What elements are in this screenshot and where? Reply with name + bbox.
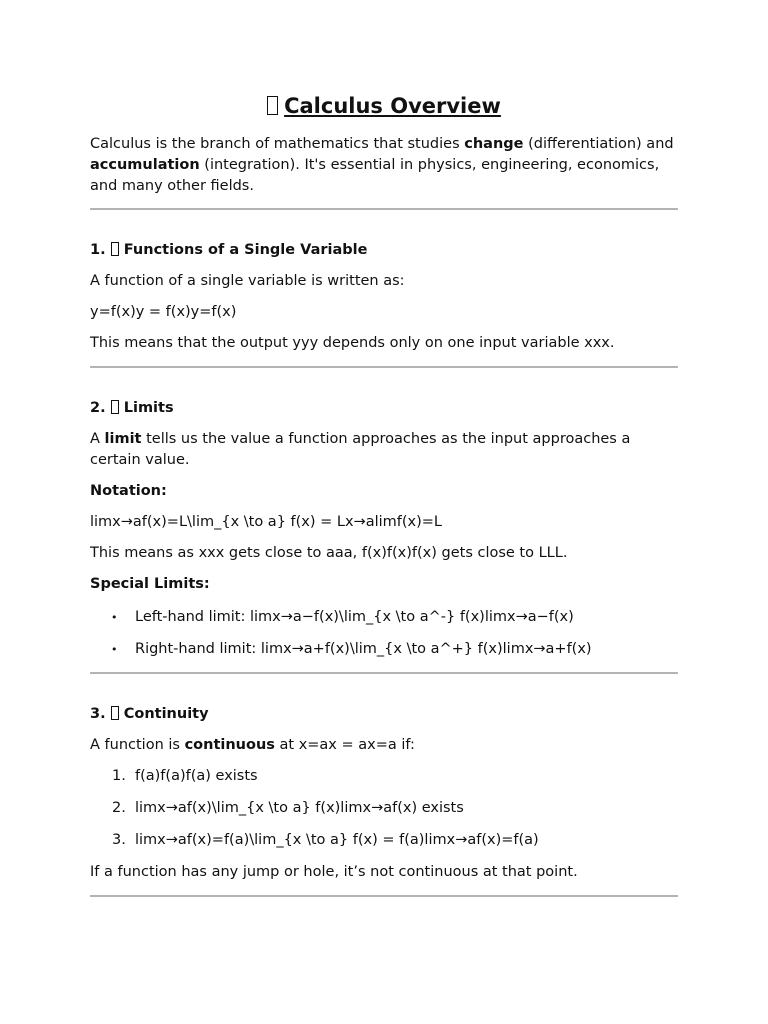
section-3-text-1 (90, 735, 678, 756)
intro-text-2: (differentiation) and (523, 136, 674, 152)
list-item-text: Left-hand limit: limx→a−f(x)\lim_{x \to a^-} f(x)limx→a−f(x) (135, 609, 574, 625)
section-1-formula: y=f(x)y = f(x)y=f(x) (90, 304, 237, 320)
intro-paragraph (90, 134, 678, 197)
continuity-conditions-list (90, 766, 678, 851)
limit-text-a: A (90, 431, 105, 447)
list-item (90, 830, 678, 851)
bullet-icon: • (111, 643, 118, 656)
divider-4 (90, 895, 678, 897)
missing-glyph-icon (111, 706, 119, 720)
list-item-text: Right-hand limit: limx→a+f(x)\lim_{x \to a^+} f(x)limx→a+f(x) (135, 641, 592, 657)
special-limits-list (90, 607, 678, 660)
page-title (90, 92, 678, 120)
section-2-text-2: This means as xxx gets close to aaa, f(x)f(x)f(x) gets close to LLL. (90, 545, 568, 561)
section-2-text-1 (90, 429, 678, 471)
continuity-text-c: at x=ax = ax=a if: (274, 737, 415, 753)
list-item (90, 798, 678, 819)
page-title-text: Calculus Overview (284, 94, 501, 118)
divider-3 (90, 672, 678, 674)
notation-label: Notation: (90, 483, 167, 499)
list-item (90, 607, 678, 628)
list-item-text: f(a)f(a)f(a) exists (135, 768, 258, 784)
intro-text-3: (integration). It's essential in physics, engineering, economics, and many other fields. (90, 157, 660, 194)
list-item (90, 766, 678, 787)
special-limits-label: Special Limits: (90, 576, 210, 592)
section-3-heading (90, 704, 678, 725)
list-item-text: limx→af(x)=f(a)\lim_{x \to a} f(x) = f(a)limx→af(x)=f(a) (135, 832, 539, 848)
section-3-text-2: If a function has any jump or hole, it’s not continuous at that point. (90, 864, 578, 880)
section-1-text-1: A function of a single variable is written as: (90, 273, 405, 289)
continuity-text-a: A function is (90, 737, 185, 753)
limit-bold: limit (104, 431, 142, 447)
section-2-heading (90, 398, 678, 419)
list-item-text: limx→af(x)\lim_{x \to a} f(x)limx→af(x) exists (135, 800, 464, 816)
limit-text-c: tells us the value a function approaches as the input approaches a certain value. (90, 431, 631, 468)
section-1-title: Functions of a Single Variable (123, 242, 368, 258)
intro-text-1: Calculus is the branch of mathematics that studies (90, 136, 465, 152)
section-3-number: 3. (90, 706, 106, 722)
section-2-number: 2. (90, 400, 106, 416)
document-page (90, 0, 678, 897)
bullet-icon: • (111, 611, 118, 624)
continuity-bold: continuous (184, 737, 275, 753)
intro-bold-accumulation: accumulation (90, 157, 200, 173)
missing-glyph-icon (111, 242, 119, 256)
intro-bold-change: change (464, 136, 524, 152)
divider-1 (90, 208, 678, 210)
section-2-title: Limits (123, 400, 174, 416)
notation-formula: limx→af(x)=L\lim_{x \to a} f(x) = Lx→alimf(x)=L (90, 514, 443, 530)
section-1-number: 1. (90, 242, 106, 258)
section-3-title: Continuity (123, 706, 209, 722)
list-item-number: 3. (112, 832, 126, 848)
missing-glyph-icon (267, 96, 278, 115)
missing-glyph-icon (111, 400, 119, 414)
list-item-number: 2. (112, 800, 126, 816)
section-1-text-2: This means that the output yyy depends only on one input variable xxx. (90, 335, 615, 351)
list-item-number: 1. (112, 768, 126, 784)
divider-2 (90, 366, 678, 368)
list-item (90, 639, 678, 660)
section-1-heading (90, 240, 678, 261)
